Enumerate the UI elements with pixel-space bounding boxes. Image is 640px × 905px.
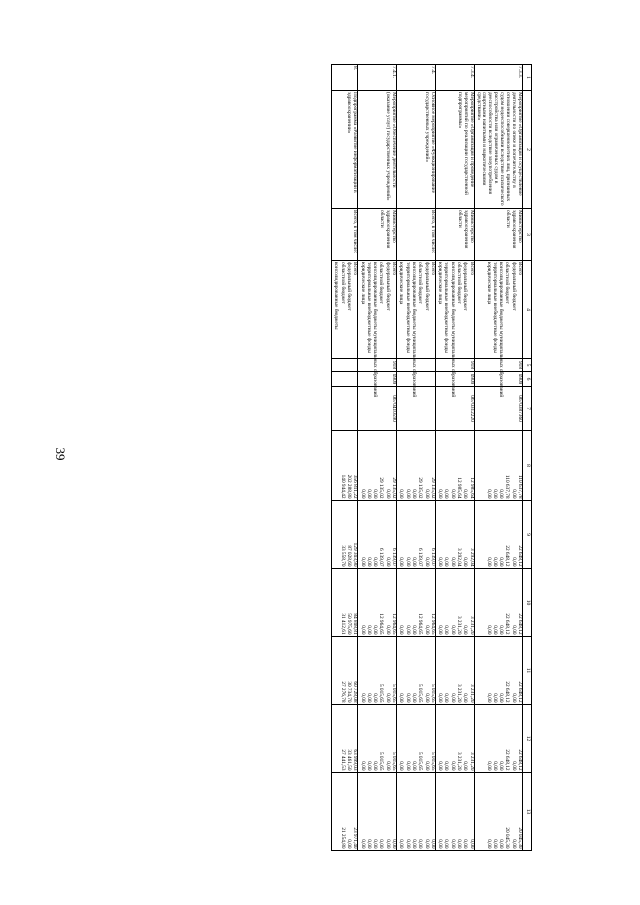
row-number: 7.4.: [397, 65, 436, 91]
column-header-9: 9: [523, 501, 532, 569]
funding-source-label: территориальные внебюджетные фонды: [365, 262, 372, 353]
value-cell: 0,00: [410, 489, 417, 499]
value-cell: 0,00: [449, 489, 456, 499]
value-cell: 50 975,60: [345, 613, 352, 635]
value-cell: 0,00: [384, 557, 391, 567]
funding-source-label: федеральный бюджет: [423, 262, 430, 311]
value-cell: 30 734,70: [345, 681, 352, 703]
value-cell: 0,00: [372, 693, 379, 703]
value-cell: 29 135,02: [429, 477, 436, 499]
column-header-10: 10: [523, 569, 532, 637]
value-cell: 0,00: [404, 557, 411, 567]
measure-name: Мероприятие «Обеспечение деятельности (оказание услуг) государственных учреждений»: [358, 91, 397, 209]
header-row: [523, 65, 532, 851]
value-column-12: [474, 705, 522, 773]
value-cell: 0,00: [510, 839, 517, 849]
value-cell: 5 015,65: [417, 683, 424, 703]
code-gr: [332, 359, 358, 372]
value-cell: 129 303,90: [352, 542, 359, 567]
rotated-table-area: [108, 64, 532, 849]
value-cell: 0,00: [443, 761, 450, 771]
value-cell: 0,00: [404, 839, 411, 849]
measure-name: Мероприятие «Организация и осуществление деятельности по опеке и попечительству в отношении совершеннолетних лиц, признанных судом недееспособными вследствие психического расстройства или ограниченных судом в дееспособности вследствие злоупотребления спиртными напитками и наркотическими средствами»: [474, 91, 522, 209]
value-cell: 29 135,02: [417, 477, 424, 499]
value-column-13: [435, 773, 474, 851]
funding-source-label: Всего: [429, 262, 436, 275]
code-rz: 0909: [358, 372, 397, 387]
value-cell: 0,00: [462, 839, 469, 849]
value-cell: 84 808,81: [352, 613, 359, 635]
value-cell: 0,00: [423, 557, 430, 567]
value-cell: 0,00: [437, 489, 444, 499]
value-cell: 0,00: [437, 839, 444, 849]
value-cell: 29 135,02: [378, 477, 385, 499]
value-cell: 60 728,08: [352, 681, 359, 703]
value-column-10: [332, 569, 358, 637]
value-cell: 3 231,20: [456, 683, 463, 703]
value-cell: 22 648,12: [517, 545, 523, 567]
table-row: [358, 65, 397, 851]
value-cell: 0,00: [398, 489, 405, 499]
value-cell: 0,00: [359, 557, 366, 567]
funding-source-label: Всего: [468, 262, 475, 275]
value-column-11: [332, 637, 358, 705]
value-column-8: [332, 431, 358, 501]
value-cell: 0,00: [391, 839, 398, 849]
value-cell: 0,00: [449, 557, 456, 567]
value-cell: 0,00: [359, 625, 366, 635]
value-cell: 0,00: [404, 761, 411, 771]
value-cell: 0,00: [417, 839, 424, 849]
value-column-11: [474, 637, 522, 705]
funding-source-label: Всего: [391, 262, 398, 275]
value-cell: 0,00: [359, 693, 366, 703]
value-cell: 202 288,80: [345, 474, 352, 499]
funding-source-label: юридические лица: [359, 262, 366, 305]
value-cell: 0,00: [510, 557, 517, 567]
column-header-5: 5: [523, 359, 532, 372]
value-cell: 0,00: [359, 839, 366, 849]
value-cell: 0,00: [429, 839, 436, 849]
value-cell: 0,00: [498, 625, 505, 635]
value-cell: 5 015,65: [378, 751, 385, 771]
value-cell: 3 231,20: [468, 615, 475, 635]
executor: Министерство здравоохранения области: [474, 209, 522, 261]
value-cell: 0,00: [404, 693, 411, 703]
value-cell: 22 648,12: [504, 749, 511, 771]
value-cell: 0,00: [462, 625, 469, 635]
value-cell: [332, 570, 338, 635]
value-cell: 0,00: [498, 839, 505, 849]
funding-source-label: юридические лица: [485, 262, 492, 305]
funding-source-label: областной бюджет: [378, 262, 385, 304]
value-cell: 0,00: [468, 839, 475, 849]
value-cell: 0,00: [462, 489, 469, 499]
value-cell: 0,00: [398, 761, 405, 771]
value-cell: 0,00: [372, 557, 379, 567]
code-rz: 0909: [435, 372, 474, 387]
value-cell: 3 231,20: [456, 751, 463, 771]
value-cell: 0,00: [410, 625, 417, 635]
value-cell: 20 045,30: [517, 827, 523, 849]
value-cell: 0,00: [398, 557, 405, 567]
value-cell: 0,00: [384, 761, 391, 771]
table-row: [435, 65, 474, 851]
value-cell: 0,00: [410, 557, 417, 567]
value-column-9: [332, 501, 358, 569]
executor: Всего, в том числе:: [397, 209, 436, 261]
value-cell: 0,00: [372, 839, 379, 849]
value-cell: 0,00: [359, 489, 366, 499]
value-cell: 22 648,12: [504, 613, 511, 635]
value-cell: [332, 502, 338, 567]
value-cell: 3 292,04: [456, 547, 463, 567]
value-column-9: [435, 501, 474, 569]
value-cell: 5 015,65: [417, 751, 424, 771]
value-cell: 0,00: [485, 625, 492, 635]
code-csr: [332, 387, 358, 431]
value-cell: 140 944,42: [339, 474, 346, 499]
funding-source-label: консолидированные бюджеты муниципальных образований: [410, 262, 417, 398]
value-column-10: [397, 569, 436, 637]
funding-source-label: областной бюджет: [504, 262, 511, 304]
value-cell: [332, 638, 338, 703]
value-cell: 0,00: [491, 625, 498, 635]
value-cell: 0,00: [398, 693, 405, 703]
value-column-9: [358, 501, 397, 569]
code-csr: 0670387360: [474, 387, 522, 431]
value-cell: 356 811,22: [352, 474, 359, 499]
funding-source-label: консолидированные бюджеты муниципальных образований: [372, 262, 379, 398]
table-row: [332, 65, 358, 851]
column-header-11: 11: [523, 637, 532, 705]
value-cell: 0,00: [443, 489, 450, 499]
column-header-12: 12: [523, 705, 532, 773]
value-cell: 0,00: [365, 625, 372, 635]
value-cell: 0,00: [384, 693, 391, 703]
value-cell: 5 015,65: [378, 683, 385, 703]
table-row: [397, 65, 436, 851]
value-column-13: [332, 773, 358, 851]
value-cell: 0,00: [398, 839, 405, 849]
value-column-8: [474, 431, 522, 501]
value-column-13: [474, 773, 522, 851]
value-cell: 0,00: [498, 489, 505, 499]
funding-source-label: Всего: [352, 262, 359, 275]
value-cell: 21 254,80: [339, 827, 346, 849]
value-cell: 3 231,20: [456, 615, 463, 635]
value-cell: 0,00: [365, 557, 372, 567]
value-cell: 0,00: [485, 557, 492, 567]
value-column-8: [435, 431, 474, 501]
value-cell: 6 139,07: [378, 547, 385, 567]
code-csr: 0670410590: [358, 387, 397, 431]
value-column-10: [435, 569, 474, 637]
value-cell: 0,00: [485, 839, 492, 849]
funding-source-label: консолидированные бюджеты муниципальных образований: [449, 262, 456, 398]
value-cell: 12 985,64: [456, 477, 463, 499]
value-cell: 0,00: [437, 761, 444, 771]
value-column-11: [358, 637, 397, 705]
code-gr: 918: [474, 359, 522, 372]
value-cell: 0,00: [491, 761, 498, 771]
value-cell: 12 964,65: [391, 613, 398, 635]
value-cell: 0,00: [423, 625, 430, 635]
column-header-6: 6: [523, 372, 532, 387]
funding-source-label: территориальные внебюджетные фонды: [491, 262, 498, 353]
row-number: 8.: [332, 65, 358, 91]
code-gr: 918: [435, 359, 474, 372]
value-cell: 5 015,65: [429, 683, 436, 703]
value-cell: 0,00: [498, 693, 505, 703]
table-row: [474, 65, 522, 851]
value-cell: 0,00: [423, 693, 430, 703]
value-cell: 0,00: [359, 761, 366, 771]
funding-source-label: областной бюджет: [456, 262, 463, 304]
value-cell: 27 441,53: [339, 749, 346, 771]
value-cell: 0,00: [365, 489, 372, 499]
value-cell: 0,00: [410, 839, 417, 849]
value-cell: 27 276,78: [339, 681, 346, 703]
value-cell: 0,00: [449, 761, 456, 771]
value-cell: 22 648,12: [517, 749, 523, 771]
value-cell: 12 964,65: [378, 613, 385, 635]
value-cell: [332, 432, 338, 499]
value-cell: 0,00: [510, 693, 517, 703]
column-header-8: 8: [523, 431, 532, 501]
value-cell: 0,00: [491, 489, 498, 499]
value-cell: 0,00: [437, 557, 444, 567]
value-cell: 0,00: [398, 625, 405, 635]
value-column-8: [397, 431, 436, 501]
executor: Всего, в том числе:: [332, 209, 358, 261]
value-column-9: [397, 501, 436, 569]
value-cell: 0,00: [384, 625, 391, 635]
funding-sources: [397, 261, 436, 398]
value-cell: 0,00: [510, 625, 517, 635]
budget-table: [331, 64, 532, 851]
value-cell: 0,00: [443, 693, 450, 703]
value-cell: 87 028,60: [345, 545, 352, 567]
code-rz: 0909: [474, 372, 522, 387]
value-column-13: [397, 773, 436, 851]
value-cell: 0,00: [498, 557, 505, 567]
measure-name: Основное мероприятие «Функционирование государственных учреждений»: [397, 91, 436, 209]
value-cell: 0,00: [365, 693, 372, 703]
value-cell: 0,00: [443, 839, 450, 849]
funding-source-label: федеральный бюджет: [462, 262, 469, 311]
value-cell: [332, 774, 338, 849]
value-column-9: [474, 501, 522, 569]
value-column-10: [474, 569, 522, 637]
value-cell: 0,00: [485, 693, 492, 703]
value-cell: 0,00: [365, 761, 372, 771]
funding-source-label: юридические лица: [398, 262, 405, 305]
value-cell: 23 971,40: [352, 827, 359, 849]
value-column-11: [435, 637, 474, 705]
funding-source-label: областной бюджет: [417, 262, 424, 304]
value-cell: 20 045,30: [504, 827, 511, 849]
value-cell: 5 015,65: [429, 751, 436, 771]
funding-source-label: Всего: [517, 262, 523, 275]
row-number: 7.3.3.: [474, 65, 522, 91]
executor: Министерство здравоохранения области: [358, 209, 397, 261]
value-cell: 6 139,07: [391, 547, 398, 567]
value-cell: 0,00: [485, 489, 492, 499]
row-number: 7.3.4.: [435, 65, 474, 91]
value-cell: 0,00: [510, 761, 517, 771]
value-column-11: [397, 637, 436, 705]
value-cell: 22 648,12: [504, 545, 511, 567]
funding-source-label: юридические лица: [437, 262, 444, 305]
value-cell: 0,00: [378, 839, 385, 849]
value-column-8: [358, 431, 397, 501]
funding-source-label: федеральный бюджет: [384, 262, 391, 311]
value-cell: 0,00: [404, 625, 411, 635]
value-cell: 22 648,12: [517, 613, 523, 635]
column-header-1: 1: [523, 65, 532, 91]
code-rz: [332, 372, 358, 387]
value-cell: 33 558,70: [339, 545, 346, 567]
column-header-13: 13: [523, 773, 532, 851]
executor: Министерство здравоохранения области: [435, 209, 474, 261]
value-cell: 5 015,65: [391, 683, 398, 703]
value-cell: 63 999,03: [352, 749, 359, 771]
code-csr: 0670312220: [435, 387, 474, 431]
value-cell: 0,00: [449, 693, 456, 703]
value-column-12: [397, 705, 436, 773]
value-cell: 31 412,61: [339, 613, 346, 635]
value-cell: 0,00: [462, 557, 469, 567]
value-cell: 0,00: [372, 489, 379, 499]
value-cell: 0,00: [462, 761, 469, 771]
value-cell: 0,00: [384, 489, 391, 499]
value-cell: 0,00: [410, 761, 417, 771]
funding-source-label: федеральный бюджет: [345, 262, 352, 311]
value-cell: 3 231,20: [468, 683, 475, 703]
column-header-2: 2: [523, 91, 532, 209]
value-cell: 6 139,07: [417, 547, 424, 567]
value-cell: 0,00: [491, 693, 498, 703]
value-cell: 22 648,12: [504, 681, 511, 703]
value-cell: 0,00: [491, 839, 498, 849]
code-gr: 918: [358, 359, 397, 372]
funding-source-label: федеральный бюджет: [510, 262, 517, 311]
funding-source-label: территориальные внебюджетные фонды: [443, 262, 450, 353]
value-cell: 0,00: [498, 761, 505, 771]
column-header-3: 3: [523, 209, 532, 261]
value-cell: 110 637,78: [504, 474, 511, 499]
value-cell: 6 139,07: [429, 547, 436, 567]
value-cell: 29 135,02: [391, 477, 398, 499]
value-cell: 5 015,65: [391, 751, 398, 771]
value-cell: 0,00: [462, 693, 469, 703]
value-cell: 0,00: [384, 839, 391, 849]
row-number: 7.4.1.: [358, 65, 397, 91]
value-cell: 0,00: [510, 489, 517, 499]
value-cell: [332, 706, 338, 771]
value-cell: 0,00: [345, 839, 352, 849]
measure-name: Мероприятие «Организация и проведение мероприятий по реализации государственной подпрограммы»: [435, 91, 474, 209]
value-cell: 12 985,64: [468, 477, 475, 499]
value-cell: 0,00: [404, 489, 411, 499]
value-cell: 0,00: [372, 761, 379, 771]
value-cell: 0,00: [449, 625, 456, 635]
funding-source-label: консолидированные бюджеты: [333, 262, 340, 330]
value-column-13: [358, 773, 397, 851]
funding-source-label: территориальные внебюджетные фонды: [404, 262, 411, 353]
column-header-7: 7: [523, 387, 532, 431]
value-cell: 0,00: [423, 489, 430, 499]
value-cell: 0,00: [372, 625, 379, 635]
value-cell: 0,00: [423, 839, 430, 849]
value-cell: 0,00: [443, 625, 450, 635]
value-cell: 12 964,65: [417, 613, 424, 635]
value-cell: 0,00: [437, 693, 444, 703]
value-cell: 0,00: [485, 761, 492, 771]
value-cell: 0,00: [449, 839, 456, 849]
value-cell: 110 637,78: [517, 474, 523, 499]
value-column-12: [332, 705, 358, 773]
funding-source-label: консолидированные бюджеты муниципальных образований: [498, 262, 505, 398]
funding-source-label: областной бюджет: [339, 262, 346, 304]
funding-sources: [332, 261, 358, 359]
value-cell: 0,00: [491, 557, 498, 567]
value-cell: 0,00: [410, 693, 417, 703]
value-cell: 33 461,50: [345, 749, 352, 771]
value-cell: 3 292,04: [468, 547, 475, 567]
value-cell: 0,00: [365, 839, 372, 849]
value-cell: 3 231,20: [468, 751, 475, 771]
page-number: 39: [53, 447, 68, 461]
value-column-10: [358, 569, 397, 637]
value-column-12: [358, 705, 397, 773]
measure-name: Подпрограмма «Развитие информатизации в здравоохранении»: [332, 91, 358, 209]
value-cell: 0,00: [437, 625, 444, 635]
column-header-4: 4: [523, 261, 532, 359]
value-column-12: [435, 705, 474, 773]
value-cell: 0,00: [456, 839, 463, 849]
value-cell: 0,00: [443, 557, 450, 567]
value-cell: 0,00: [423, 761, 430, 771]
value-cell: 12 964,65: [429, 613, 436, 635]
value-cell: 22 648,12: [517, 681, 523, 703]
